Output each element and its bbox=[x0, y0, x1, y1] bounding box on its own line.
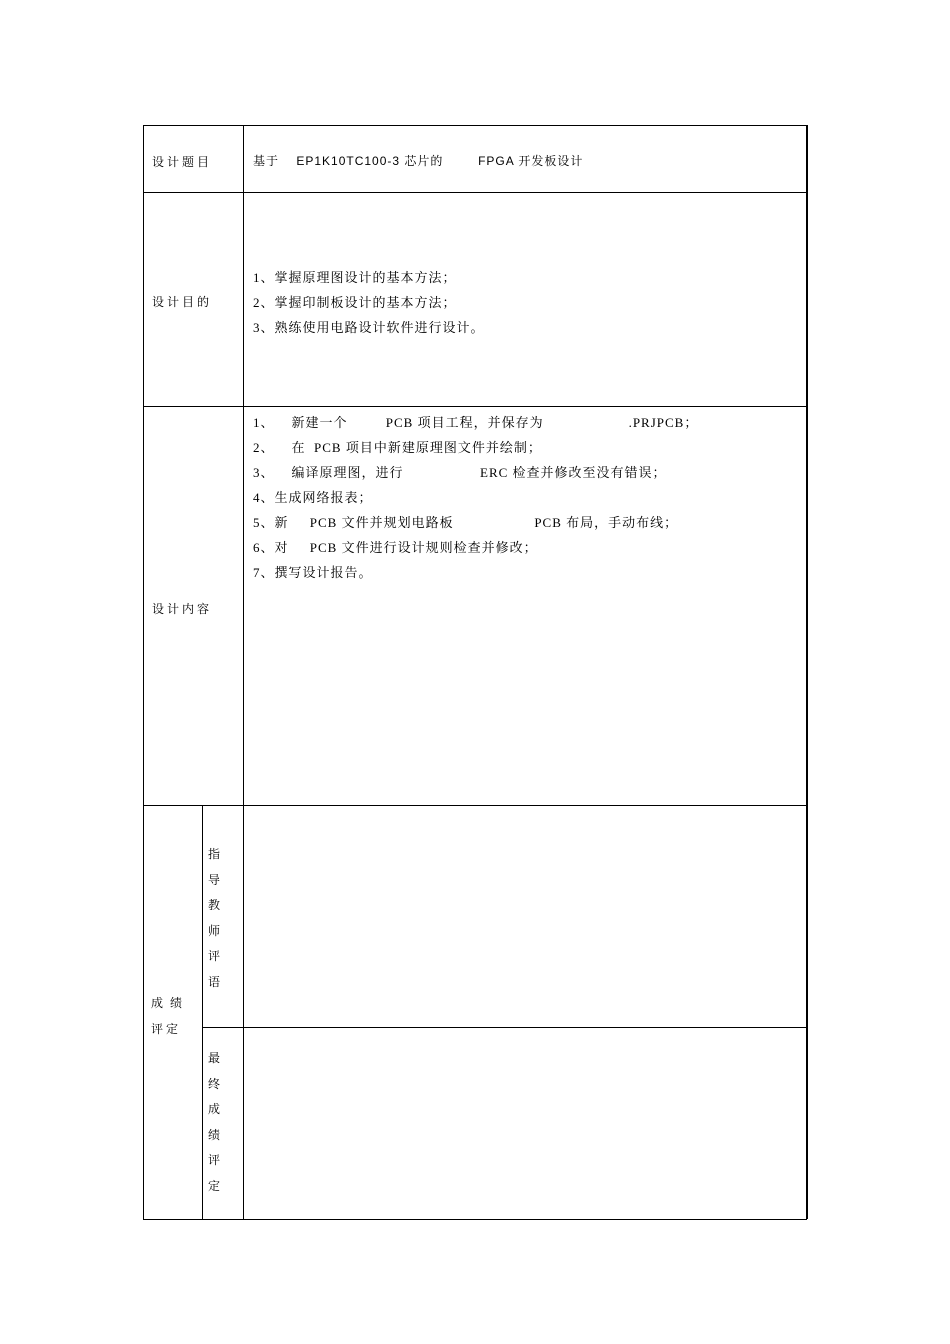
row3-item-5: 5、新 PCB 文件并规划电路板 PCB 布局，手动布线； bbox=[253, 515, 679, 530]
final-grade-label bbox=[207, 1046, 221, 1199]
advisor-comment-label bbox=[207, 842, 221, 995]
row3-item-6: 6、对 PCB 文件进行设计规则检查并修改； bbox=[253, 540, 538, 555]
advisor-comment-area[interactable] bbox=[244, 806, 806, 1027]
row2-item-1: 1、掌握原理图设计的基本方法； bbox=[253, 270, 457, 285]
row3-item-3: 3、 编译原理图，进行 ERC 检查并修改至没有错误； bbox=[253, 465, 667, 480]
vchar: 师 bbox=[207, 923, 220, 938]
row3-item-7: 7、撰写设计报告。 bbox=[253, 565, 373, 580]
vchar: 终 bbox=[207, 1076, 220, 1091]
table-right-border bbox=[806, 125, 808, 1219]
row2-item-2: 2、掌握印制板设计的基本方法； bbox=[253, 295, 457, 310]
vchar: 最 bbox=[207, 1051, 220, 1065]
vchar: 评 bbox=[207, 1153, 220, 1167]
column-divider-sub bbox=[202, 805, 203, 1219]
table-bottom-border bbox=[143, 1219, 807, 1220]
vchar: 绩 bbox=[207, 1127, 220, 1142]
row3-item-2: 2、 在 PCB 项目中新建原理图文件并绘制； bbox=[253, 440, 542, 455]
final-grade-area[interactable] bbox=[244, 1028, 806, 1219]
vchar: 教 bbox=[207, 898, 220, 912]
vchar: 成 bbox=[207, 1102, 220, 1116]
row1-label: 设计题目 bbox=[152, 155, 213, 169]
row3-label: 设计内容 bbox=[152, 602, 213, 616]
vchar: 评 bbox=[207, 949, 220, 963]
vchar: 导 bbox=[207, 872, 220, 887]
row1-content: 基于 EP1K10TC100-3 芯片的 FPGA 开发板设计 bbox=[253, 154, 584, 168]
row4-label-top: 成 绩 bbox=[151, 996, 185, 1010]
row4-label-bottom: 评定 bbox=[151, 1022, 182, 1036]
table-left-border bbox=[143, 125, 144, 1219]
row3-item-1: 1、 新建一个 PCB 项目工程，并保存为 .PRJPCB； bbox=[253, 415, 699, 430]
row3-item-4: 4、生成网络报表； bbox=[253, 490, 373, 505]
row2-label: 设计目的 bbox=[152, 295, 213, 309]
row2-item-3: 3、熟练使用电路设计软件进行设计。 bbox=[253, 320, 485, 335]
vchar: 语 bbox=[207, 974, 220, 989]
vchar: 定 bbox=[207, 1178, 220, 1193]
vchar: 指 bbox=[207, 847, 220, 861]
